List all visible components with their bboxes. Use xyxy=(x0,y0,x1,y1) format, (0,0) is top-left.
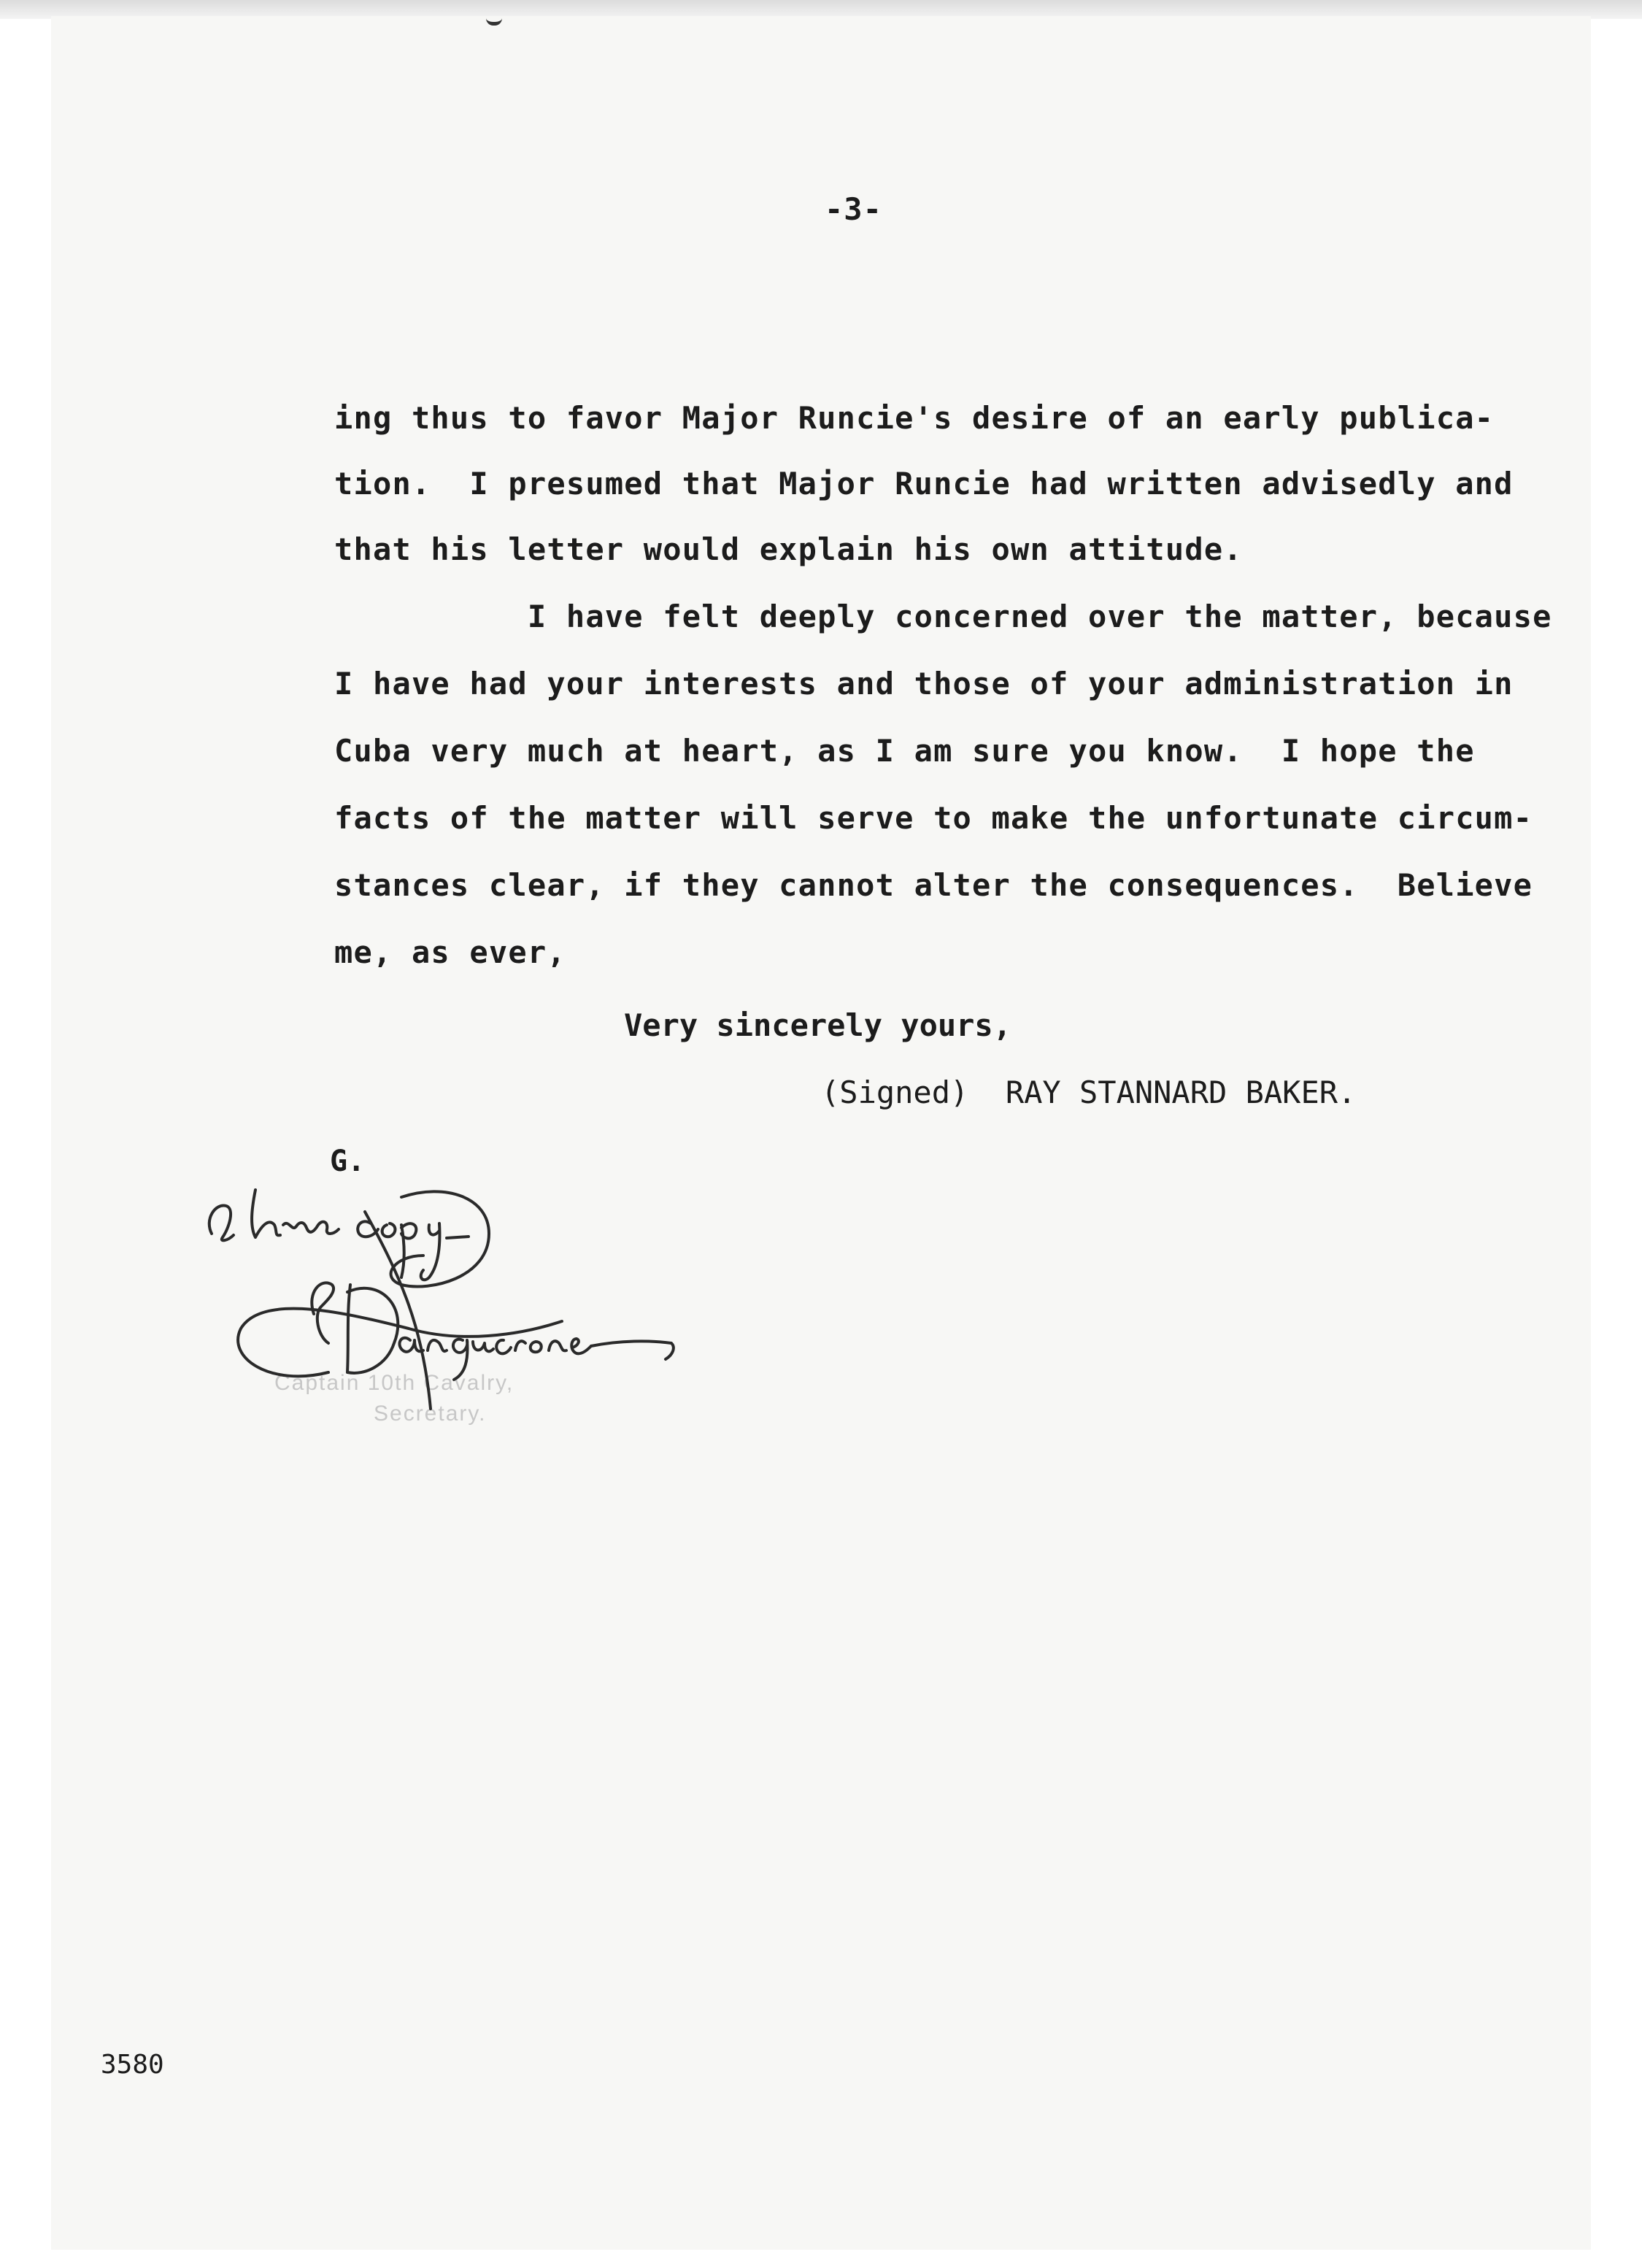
paper-sheet xyxy=(51,16,1591,2250)
signature-o xyxy=(531,1342,541,1352)
signature-g xyxy=(453,1339,468,1380)
body-line-4: I have felt deeply concerned over the matter, because xyxy=(334,599,1552,634)
signed-line: (Signed) RAY STANNARD BAKER. xyxy=(821,1075,1357,1110)
signature-tail xyxy=(591,1341,674,1359)
signature-n xyxy=(428,1340,447,1351)
handwriting-dash xyxy=(447,1237,469,1238)
stamp-line-1: Captain 10th Cavalry, xyxy=(274,1371,514,1395)
typist-initial: G. xyxy=(330,1145,366,1178)
body-line-1: ing thus to favor Major Runcie's desire of an early publica- xyxy=(334,400,1495,436)
body-line-9: me, as ever, xyxy=(334,934,566,970)
page-number: -3- xyxy=(825,191,882,227)
body-line-7: facts of the matter will serve to make the unfortunate circum- xyxy=(334,800,1533,836)
closing-salutation: Very sincerely yours, xyxy=(624,1007,1012,1043)
signature-e xyxy=(571,1339,591,1353)
body-line-6: Cuba very much at heart, as I am sure you know. I hope the xyxy=(334,733,1475,769)
body-line-5: I have had your interests and those of your administration in xyxy=(334,666,1514,701)
document-number: 3580 xyxy=(101,2050,164,2080)
body-line-2: tion. I presumed that Major Runcie had written advisedly and xyxy=(334,466,1514,501)
signature-n2 xyxy=(549,1341,566,1350)
handwriting-a xyxy=(209,1206,234,1241)
handwritten-signature xyxy=(182,1168,766,1460)
body-line-8: stances clear, if they cannot alter the consequences. Believe xyxy=(334,867,1533,903)
handwriting-t xyxy=(252,1190,280,1237)
signature-u xyxy=(473,1342,493,1351)
handwriting-rue xyxy=(283,1222,339,1234)
flourish-downstroke xyxy=(365,1212,431,1409)
signature-r xyxy=(515,1341,525,1350)
signature-d xyxy=(347,1285,398,1373)
signature-c xyxy=(496,1340,511,1354)
handwriting-p xyxy=(401,1223,416,1277)
handwriting-y xyxy=(421,1223,440,1280)
handwriting-o xyxy=(382,1223,396,1237)
stamp-line-2: Secretary. xyxy=(374,1402,487,1426)
body-line-3: that his letter would explain his own attitude. xyxy=(334,531,1243,567)
